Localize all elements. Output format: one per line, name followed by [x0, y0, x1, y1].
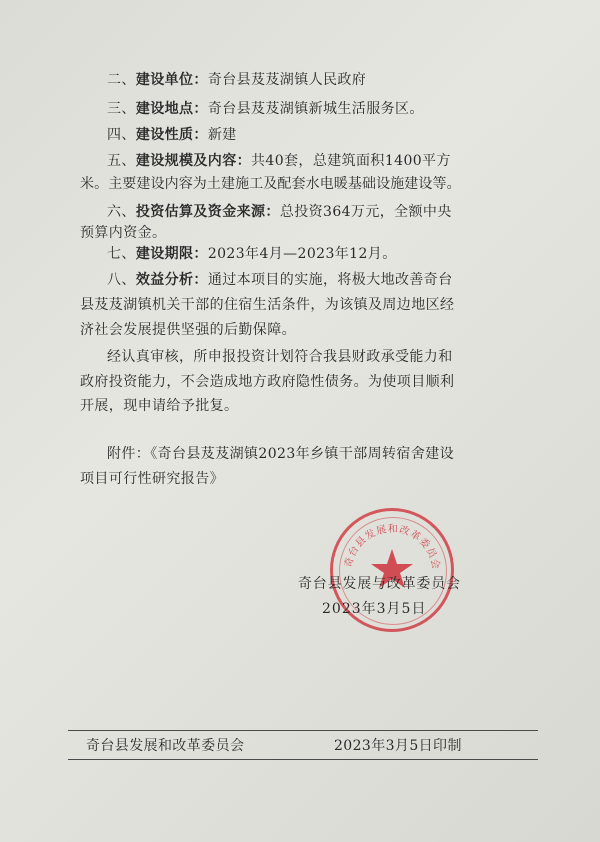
item-8-label: 效益分析：: [135, 272, 208, 288]
item-4-num: 四、: [107, 127, 136, 143]
footer-top-rule: [68, 730, 538, 731]
item-5-label: 建设规模及内容：: [135, 153, 252, 169]
item-2-label: 建设单位：: [135, 72, 208, 88]
approval-line2: 政府投资能力，不会造成地方政府隐性债务。为使项目顺利: [80, 374, 455, 390]
item-4-line: [107, 125, 237, 145]
item-6-line1: [107, 202, 452, 222]
signature-date: 2023年3月5日: [322, 601, 427, 617]
signature-org: 奇台县发展与改革委员会: [298, 576, 461, 592]
item-5-line2: 米。主要建设内容为土建施工及配套水电暖基础设施建设等。: [80, 176, 461, 192]
item-8-num: 八、: [107, 272, 136, 288]
footer-printed-date: 2023年3月5日印制: [334, 738, 462, 754]
item-3-num: 三、: [107, 101, 136, 117]
item-3-label: 建设地点：: [135, 101, 208, 117]
item-8-line1: [107, 270, 453, 290]
item-6-line2: 预算内资金。: [80, 225, 167, 241]
seal-text: 奇台县发展和改革委员会: [343, 523, 442, 572]
item-8-text-line1: 通过本项目的实施，将极大地改善奇台: [207, 272, 453, 288]
item-7-num: 七、: [107, 246, 136, 262]
item-6-text-line1: 总投资364万元，全额中央: [279, 204, 452, 220]
item-5-text-line1: 共40套，总建筑面积1400平方: [251, 153, 451, 169]
footer-bottom-rule: [68, 759, 538, 760]
item-8-line2: 县芨芨湖镇机关干部的住宿生活条件，为该镇及周边地区经: [80, 297, 455, 313]
item-8-line3: 济社会发展提供坚强的后勤保障。: [80, 322, 296, 338]
item-6-label: 投资估算及资金来源：: [135, 204, 280, 220]
item-7-line: [107, 244, 397, 264]
footer-org: 奇台县发展和改革委员会: [86, 738, 245, 754]
approval-line3: 开展，现申请给予批复。: [80, 398, 239, 414]
item-7-text: 2023年4月—2023年12月。: [207, 246, 397, 262]
item-4-label: 建设性质：: [135, 127, 208, 143]
item-5-num: 五、: [107, 153, 136, 169]
attachment-line1: 附件：《奇台县芨芨湖镇2023年乡镇干部周转宿舍建设: [107, 446, 455, 462]
attachment-line2: 项目可行性研究报告》: [80, 471, 224, 487]
item-2-line: [107, 70, 366, 90]
item-3-text: 奇台县芨芨湖镇新城生活服务区。: [207, 101, 424, 117]
approval-line1: 经认真审核，所申报投资计划符合我县财政承受能力和: [107, 349, 453, 365]
item-3-line: [107, 99, 424, 119]
item-4-text: 新建: [207, 127, 237, 143]
item-6-num: 六、: [107, 204, 136, 220]
item-7-label: 建设期限：: [135, 246, 208, 262]
item-2-text: 奇台县芨芨湖镇人民政府: [207, 72, 367, 88]
item-2-num: 二、: [107, 72, 136, 88]
item-5-line1: [107, 151, 451, 171]
